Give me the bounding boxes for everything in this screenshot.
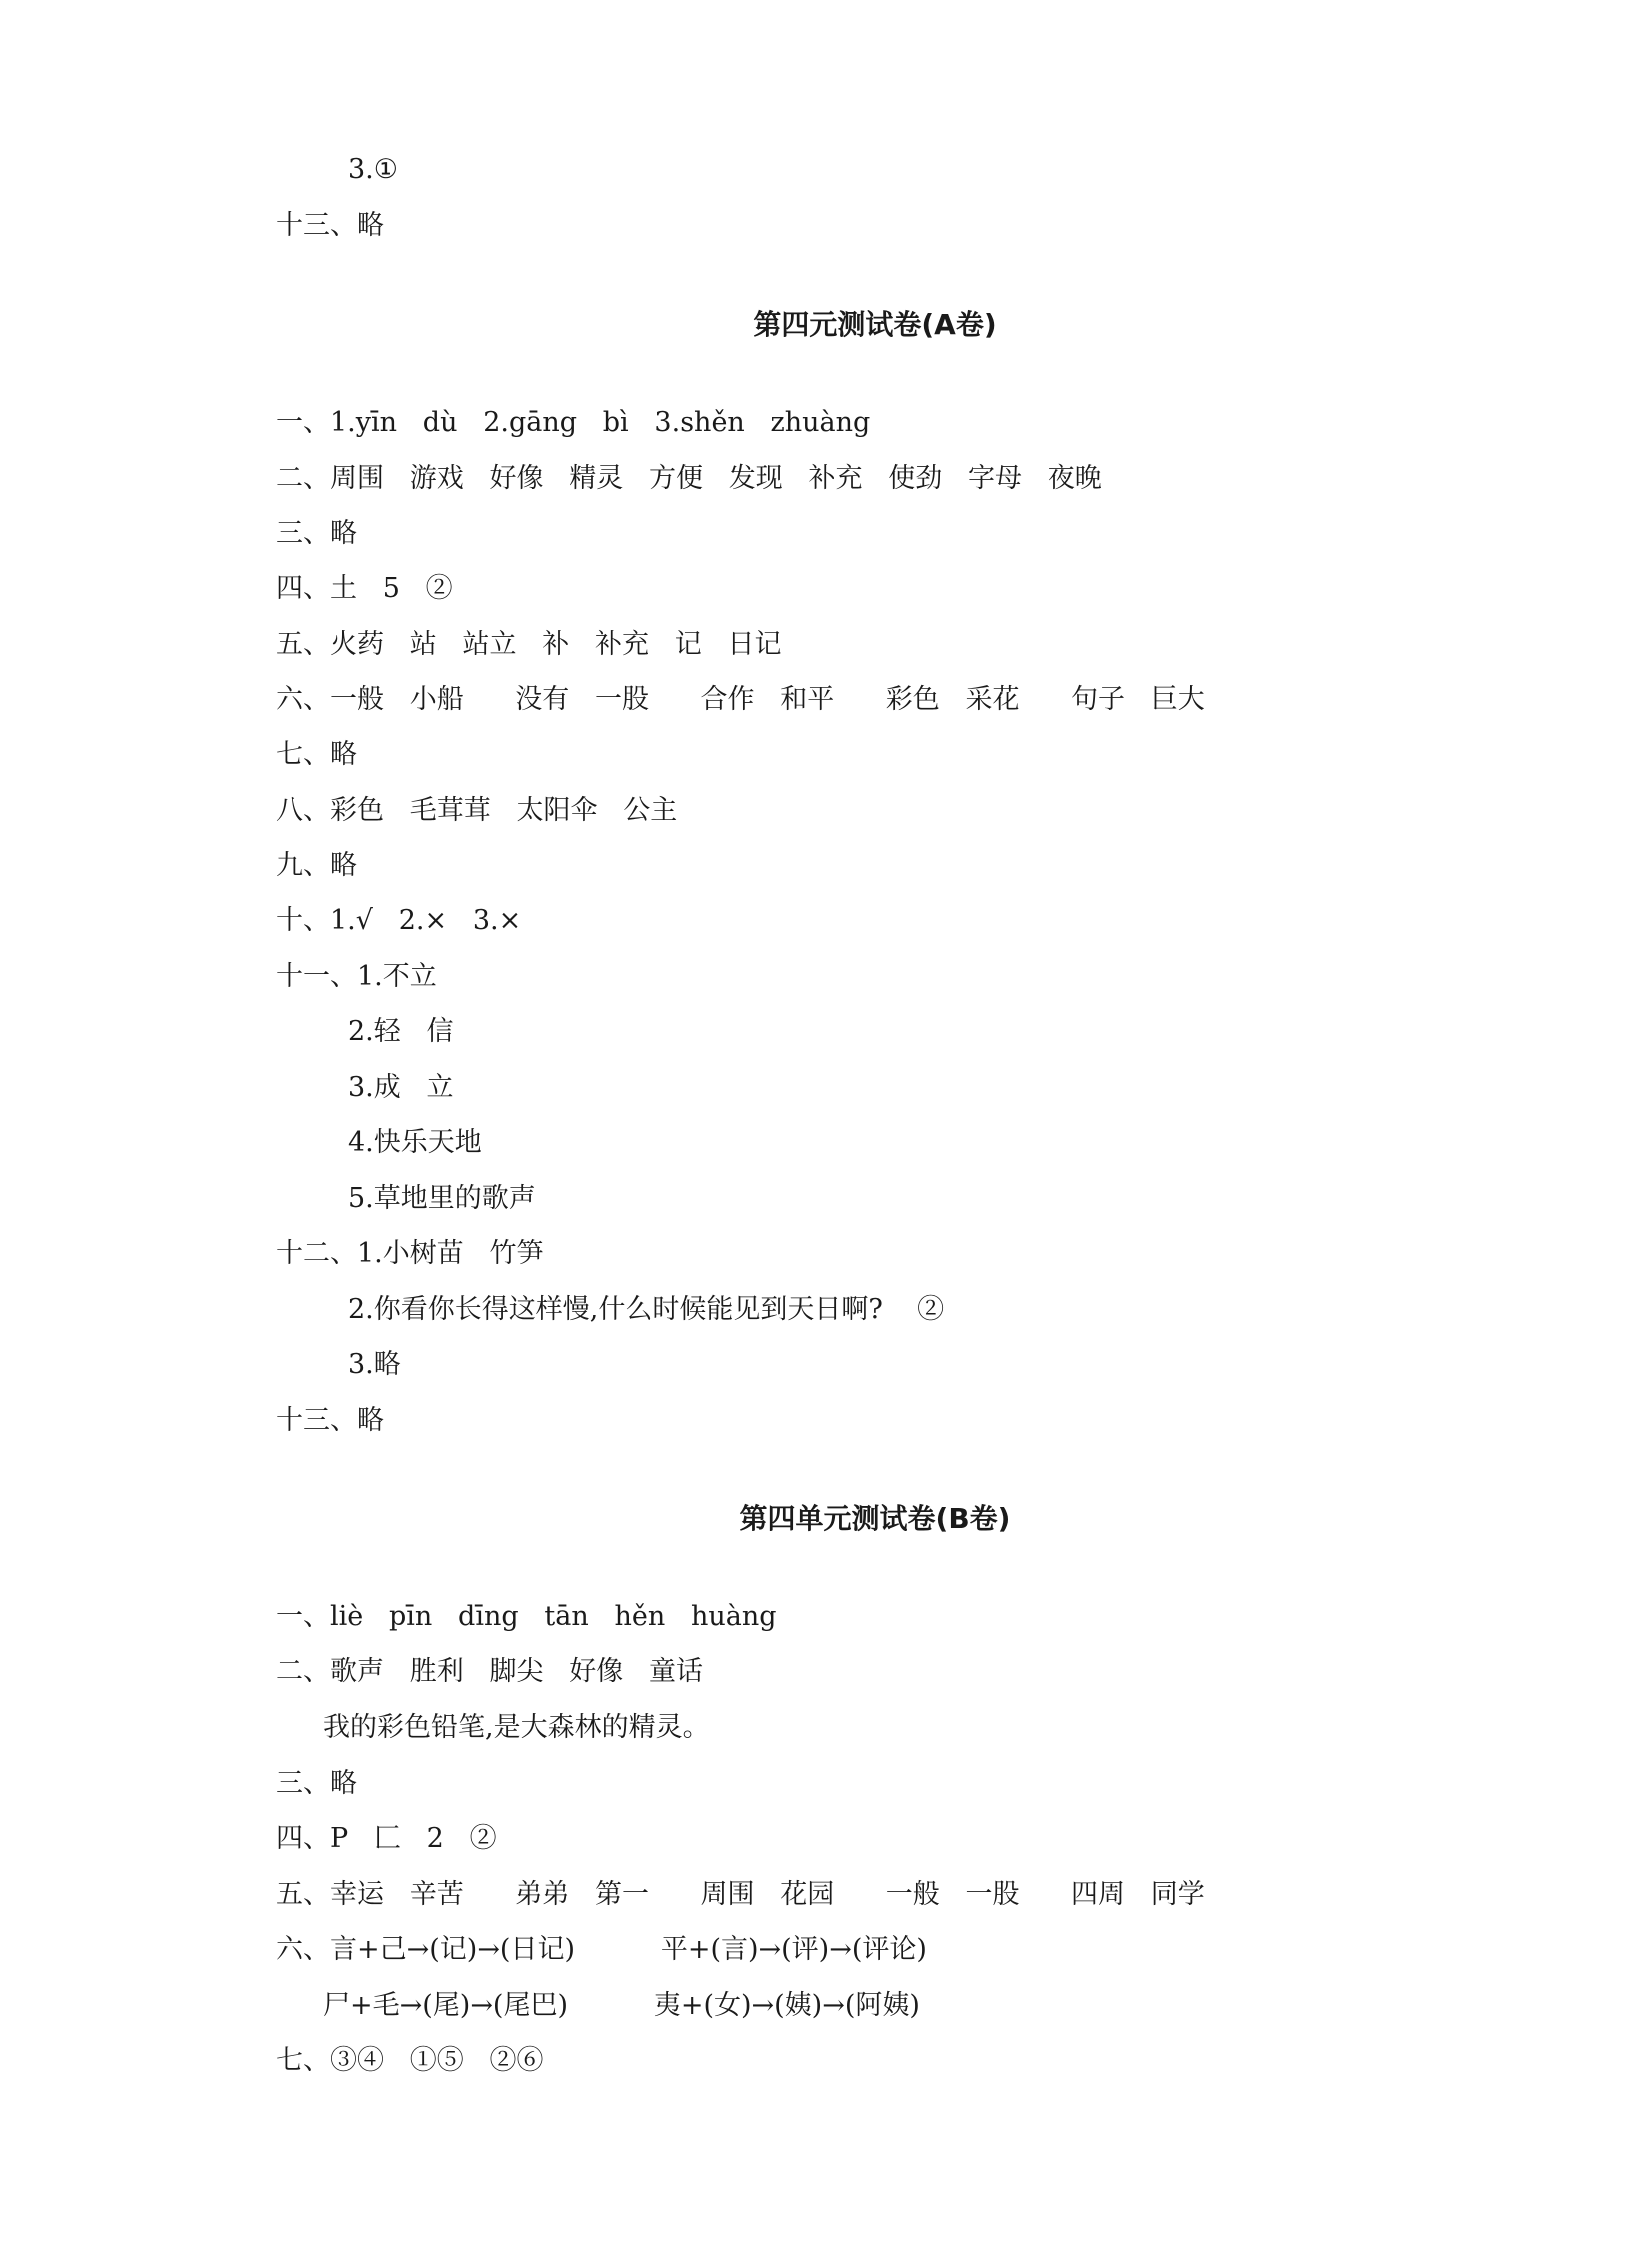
- answer-line: 七、③④ ①⑤ ②⑥: [276, 2045, 544, 2076]
- answer-line: 四、P 匚 2 ②: [276, 1823, 497, 1854]
- answer-line: 十三、略: [276, 210, 384, 241]
- answer-line: 九、略: [276, 850, 357, 881]
- answer-line: 3.①: [348, 154, 398, 185]
- answer-line: 五、幸运 辛苦 弟弟 第一 周围 花园 一般 一股 四周 同学: [276, 1879, 1205, 1910]
- answer-line: 2.轻 信: [348, 1016, 454, 1047]
- answer-line: 十二、1.小树苗 竹笋: [276, 1238, 544, 1269]
- answer-line: 4.快乐天地: [348, 1127, 482, 1158]
- answer-line: 三、略: [276, 518, 357, 549]
- answer-line: 四、土 5 ②: [276, 573, 453, 604]
- answer-line: 十一、1.不立: [276, 961, 437, 992]
- answer-line: 3.略: [348, 1349, 401, 1380]
- answer-line: 我的彩色铅笔,是大森林的精灵。: [323, 1712, 710, 1743]
- answer-line: 2.你看你长得这样慢,什么时候能见到天日啊? ②: [348, 1294, 945, 1325]
- answer-line: 5.草地里的歌声: [348, 1183, 536, 1214]
- answer-line: 十、1.√ 2.× 3.×: [276, 905, 522, 936]
- answer-line: 六、一般 小船 没有 一股 合作 和平 彩色 采花 句子 巨大: [276, 684, 1205, 715]
- answer-line: 一、liè pīn dīng tān hěn huàng: [276, 1601, 777, 1632]
- answer-line: 尸+毛→(尾)→(尾巴) 夷+(女)→(姨)→(阿姨): [323, 1990, 920, 2021]
- answer-line: 十三、略: [276, 1405, 384, 1436]
- section-title-b: 第四单元测试卷(B卷): [739, 1502, 1011, 1535]
- answer-line: 三、略: [276, 1768, 357, 1799]
- answer-line: 五、火药 站 站立 补 补充 记 日记: [276, 629, 782, 660]
- answer-line: 八、彩色 毛茸茸 太阳伞 公主: [276, 795, 678, 826]
- answer-line: 一、1.yīn dù 2.gāng bì 3.shěn zhuàng: [276, 407, 871, 438]
- answer-line: 六、言+己→(记)→(日记) 平+(言)→(评)→(评论): [276, 1934, 927, 1965]
- answer-line: 七、略: [276, 739, 357, 770]
- answer-line: 3.成 立: [348, 1072, 454, 1103]
- answer-line: 二、歌声 胜利 脚尖 好像 童话: [276, 1656, 703, 1687]
- section-title-a: 第四元测试卷(A卷): [753, 308, 997, 341]
- answer-line: 二、周围 游戏 好像 精灵 方便 发现 补充 使劲 字母 夜晚: [276, 463, 1102, 494]
